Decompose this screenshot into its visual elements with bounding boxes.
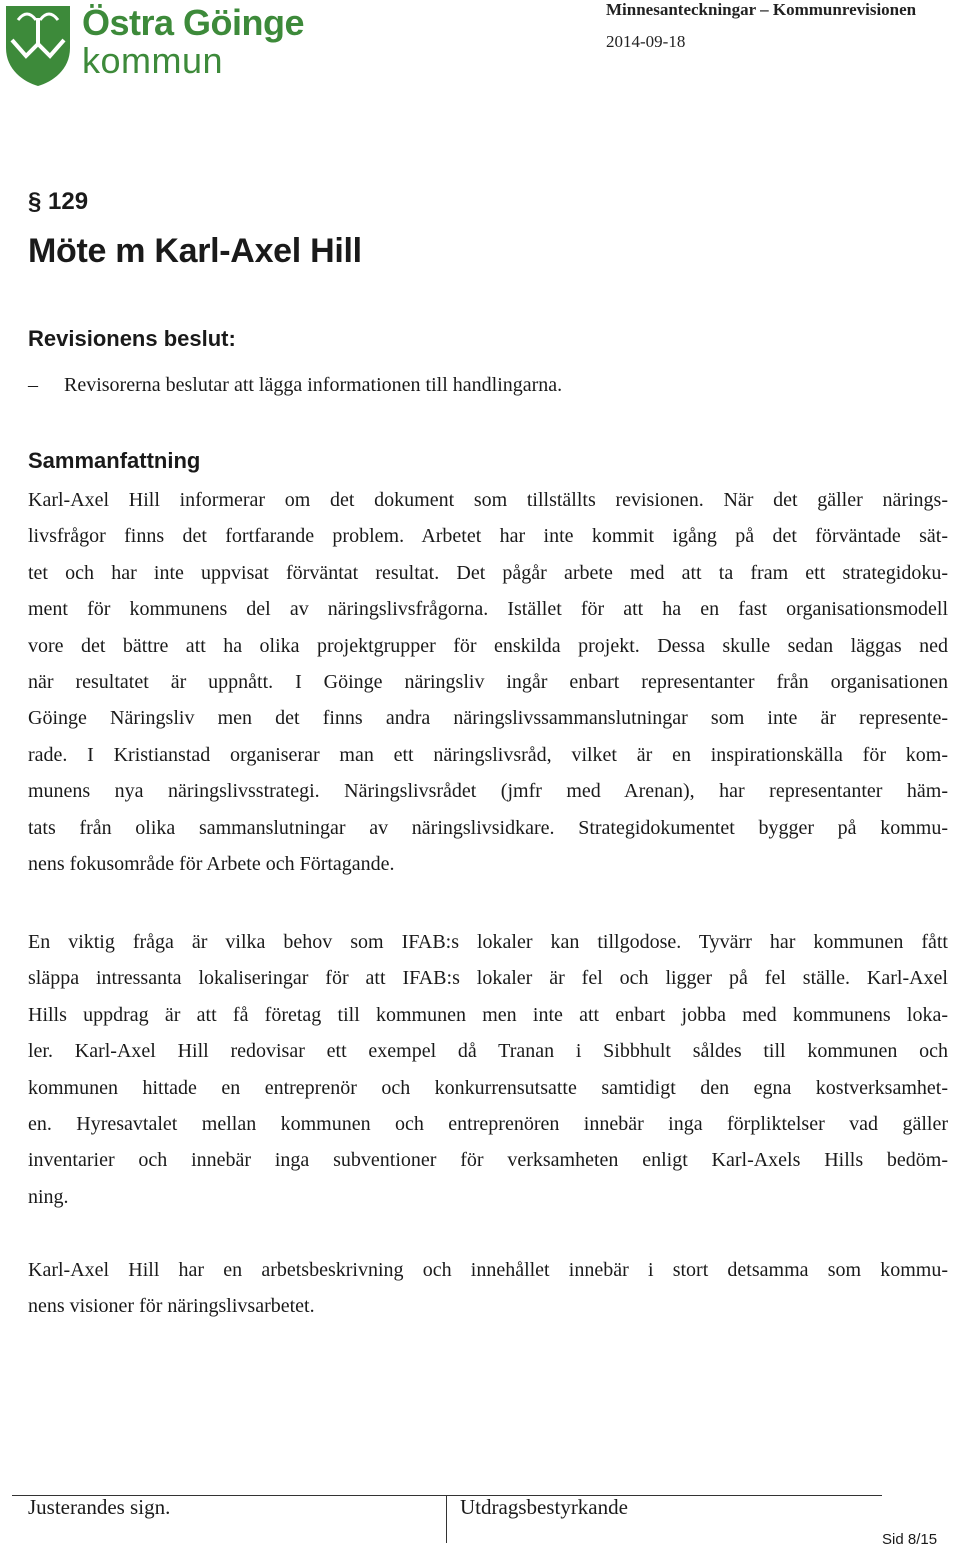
text-line: Hills uppdrag är att få företag till kommunen men inte att enbart jobba med kommunens loka- bbox=[28, 1003, 948, 1026]
text-line: rade. I Kristianstad organiserar man ett näringslivsråd, vilket är en inspirationskälla för kom- bbox=[28, 743, 948, 766]
text-line: inventarier och innebär inga subventioner för verksamheten enligt Karl-Axels Hills bedöm- bbox=[28, 1149, 948, 1172]
document-date: 2014-09-18 bbox=[606, 32, 686, 51]
text-line: munens nya näringslivsstrategi. Näringslivsrådet (jmfr med Arenan), har representanter häm- bbox=[28, 780, 948, 803]
coat-of-arms-icon bbox=[0, 0, 78, 88]
dash-bullet: – bbox=[28, 374, 38, 396]
decision-text: Revisorerna beslutar att lägga informationen till handlingarna. bbox=[64, 374, 563, 396]
section-number: § 129 bbox=[28, 188, 89, 215]
summary-paragraph-1 bbox=[28, 482, 948, 882]
text-line: Göinge Näringsliv men det finns andra näringslivssammanslutningar som inte är represente- bbox=[28, 707, 948, 730]
municipality-logo bbox=[0, 0, 330, 95]
decision-heading: Revisionens beslut: bbox=[28, 326, 236, 351]
page-footer bbox=[0, 1485, 960, 1553]
page-title: Möte m Karl-Axel Hill bbox=[28, 232, 362, 270]
logo-name-line1: Östra Göinge bbox=[82, 2, 305, 43]
text-line: Karl-Axel Hill har en arbetsbeskrivning och innehållet innebär i stort detsamma som kommu- bbox=[28, 1259, 948, 1281]
footer-column-divider bbox=[446, 1495, 447, 1543]
certification-label: Utdragsbestyrkande bbox=[460, 1495, 628, 1519]
text-line: kommunen hittade en entreprenör och konkurrensutsatte samtidigt den egna kostverksamhet- bbox=[28, 1076, 948, 1099]
text-line: tet och har inte uppvisat förväntat resultat. Det pågår arbete med att ta fram ett strategidoku- bbox=[28, 561, 948, 584]
summary-paragraph-2 bbox=[28, 924, 948, 1215]
text-line: ment för kommunens del av näringslivsfrågorna. Istället för att ha en fast organisationsmodell bbox=[28, 598, 948, 621]
text-line: livsfrågor finns det fortfarande problem. Arbetet har inte kommit igång på det förväntade sät- bbox=[28, 525, 948, 548]
text-line: nens visioner för näringslivsarbetet. bbox=[28, 1295, 315, 1318]
text-line: Karl-Axel Hill informerar om det dokument som tillställts revisionen. När det gäller närings- bbox=[28, 489, 948, 511]
text-line: nens fokusområde för Arbete och Förtagande. bbox=[28, 853, 395, 876]
text-line: ler. Karl-Axel Hill redovisar ett exempel då Tranan i Sibbhult såldes till kommunen och bbox=[28, 1040, 948, 1063]
summary-heading: Sammanfattning bbox=[28, 448, 201, 473]
text-line: en. Hyresavtalet mellan kommunen och entreprenören innebär inga förpliktelser vad gäller bbox=[28, 1113, 948, 1136]
text-line: när resultatet är uppnått. I Göinge näringsliv ingår enbart representanter från organisationen bbox=[28, 671, 948, 694]
text-line: ning. bbox=[28, 1185, 69, 1208]
document-title: Minnesanteckningar – Kommunrevisionen bbox=[606, 0, 917, 19]
summary-paragraph-3 bbox=[28, 1252, 948, 1325]
text-line: släppa intressanta lokaliseringar för att IFAB:s lokaler är fel och ligger på fel ställe. Karl-Axel bbox=[28, 967, 948, 990]
text-line: vore det bättre att ha olika projektgrupper för enskilda projekt. Dessa skulle sedan läggas ned bbox=[28, 634, 948, 657]
text-line: tats från olika sammanslutningar av näringslivsidkare. Strategidokumentet bygger på kommu- bbox=[28, 816, 948, 839]
page-number: Sid 8/15 bbox=[882, 1531, 938, 1548]
decision-list-item bbox=[28, 374, 562, 397]
text-line: En viktig fråga är vilka behov som IFAB:s lokaler kan tillgodose. Tyvärr har kommunen fått bbox=[28, 931, 948, 953]
logo-name-line2: kommun bbox=[82, 40, 224, 81]
signature-label: Justerandes sign. bbox=[28, 1495, 171, 1519]
